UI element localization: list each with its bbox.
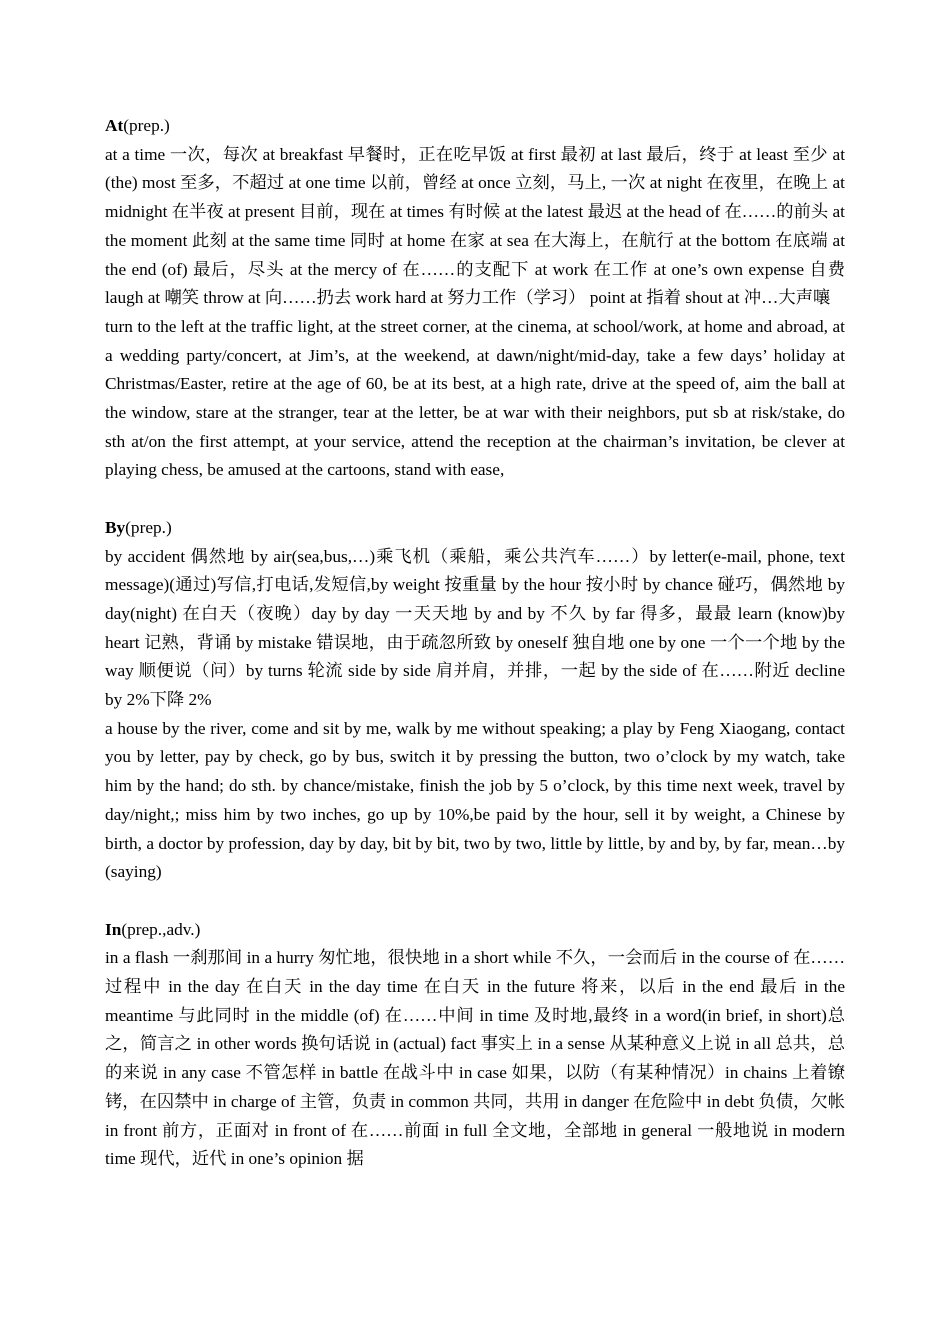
phrase-list: at a time 一次，每次 at breakfast 早餐时，正在吃早饭 at first 最初 at last 最后，终于 at least 至少 at (the) most 至多，不超过 at one time 以前，曾经 at once 立刻，马上, 一次 at night 在夜里，在晚上 at midnight 在半夜 at present 目前，现在 at times 有时候 at the latest 最迟 at the head of 在……的前头 at the moment 此刻 at the same time 同时 at home 在家 at sea 在大海上，在航行 at the bottom 在底端 at the end (of) 最后，尽头 at the mercy of 在……的支配下 at work 在工作 at one’s own expense 自费 laugh at 嘲笑 throw at 向……扔去 work hard at 努力工作（学习） point at 指着 shout at 冲…大声嚷 — [105, 144, 845, 308]
section-pos: (prep.) — [123, 116, 170, 135]
section-heading — [105, 916, 845, 945]
example-list: turn to the left at the traffic light, at the street corner, at the cinema, at school/work, at home and abroad, at a wedding party/concert, at Jim’s, at the weekend, at dawn/night/mid-day, take a few days’ holiday at Christmas/Easter, retire at the age of 60, be at its best, at a high rate, drive at the speed of, aim the ball at the window, stare at the stranger, tear at the letter, be at war with their neighbors, put sb at risk/stake, do sth at/on the first attempt, at your service, attend the reception at the chairman’s invitation, be clever at playing chess, be amused at the cartoons, stand with ease, — [105, 316, 845, 480]
section-gap — [105, 485, 845, 514]
section-heading — [105, 514, 845, 543]
phrase-list: in a flash 一刹那间 in a hurry 匆忙地，很快地 in a short while 不久，一会而后 in the course of 在……过程中 in the day 在白天 in the day time 在白天 in the future 将来，以后 in the end 最后 in the meantime 与此同时 in the middle (of) 在……中间 in time 及时地,最终 in a word(in brief, in short)总之，简言之 in other words 换句话说 in (actual) fact 事实上 in a sense 从某种意义上说 in all 总共，总的来说 in any case 不管怎样 in battle 在战斗中 in case 如果，以防（有某种情况）in chains 上着镣铐，在囚禁中 in charge of 主管，负责 in common 共同，共用 in danger 在危险中 in debt 负债，欠帐 in front 前方，正面对 in front of 在……前面 in full 全文地，全部地 in general 一般地说 in modern time 现代，近代 in one’s opinion 据 — [105, 948, 845, 1169]
section-at — [105, 112, 845, 485]
section-pos: (prep.) — [125, 517, 172, 537]
section-word: In — [105, 919, 122, 939]
document-page — [105, 112, 845, 1174]
phrase-list: by accident 偶然地 by air(sea,bus,…)乘飞机（乘船，乘公共汽车……）by letter(e-mail, phone, text message)(通过)写信,打电话,发短信,by weight 按重量 by the hour 按小时 by chance 碰巧，偶然地 by day(night) 在白天（夜晚）day by day 一天天地 by and by 不久 by far 得多，最最 learn (know)by heart 记熟，背诵 by mistake 错误地，由于疏忽所致 by oneself 独自地 one by one 一个一个地 by the way 顺便说（问）by turns 轮流 side by side 肩并肩，并排，一起 by the side of 在……附近 decline by 2%下降 2% — [105, 546, 845, 710]
section-pos: (prep.,adv.) — [121, 919, 201, 939]
section-heading — [105, 112, 845, 141]
section-word: At — [105, 116, 124, 135]
section-gap — [105, 887, 845, 916]
section-by — [105, 514, 845, 887]
example-list: a house by the river, come and sit by me, walk by me without speaking; a play by Feng Xiaogang, contact you by letter, pay by check, go by bus, switch it by pressing the button, two o’clock by my watch, take him by the hand; do sth. by chance/mistake, finish the job by 5 o’clock, by this time next week, travel by day/night,; miss him by two inches, go up by 10%,be paid by the hour, sell it by weight, a Chinese by birth, a doctor by profession, day by day, bit by bit, two by two, little by little, by and by, by far, mean…by (saying) — [105, 718, 845, 882]
section-word: By — [105, 517, 126, 537]
section-in — [105, 916, 845, 1174]
